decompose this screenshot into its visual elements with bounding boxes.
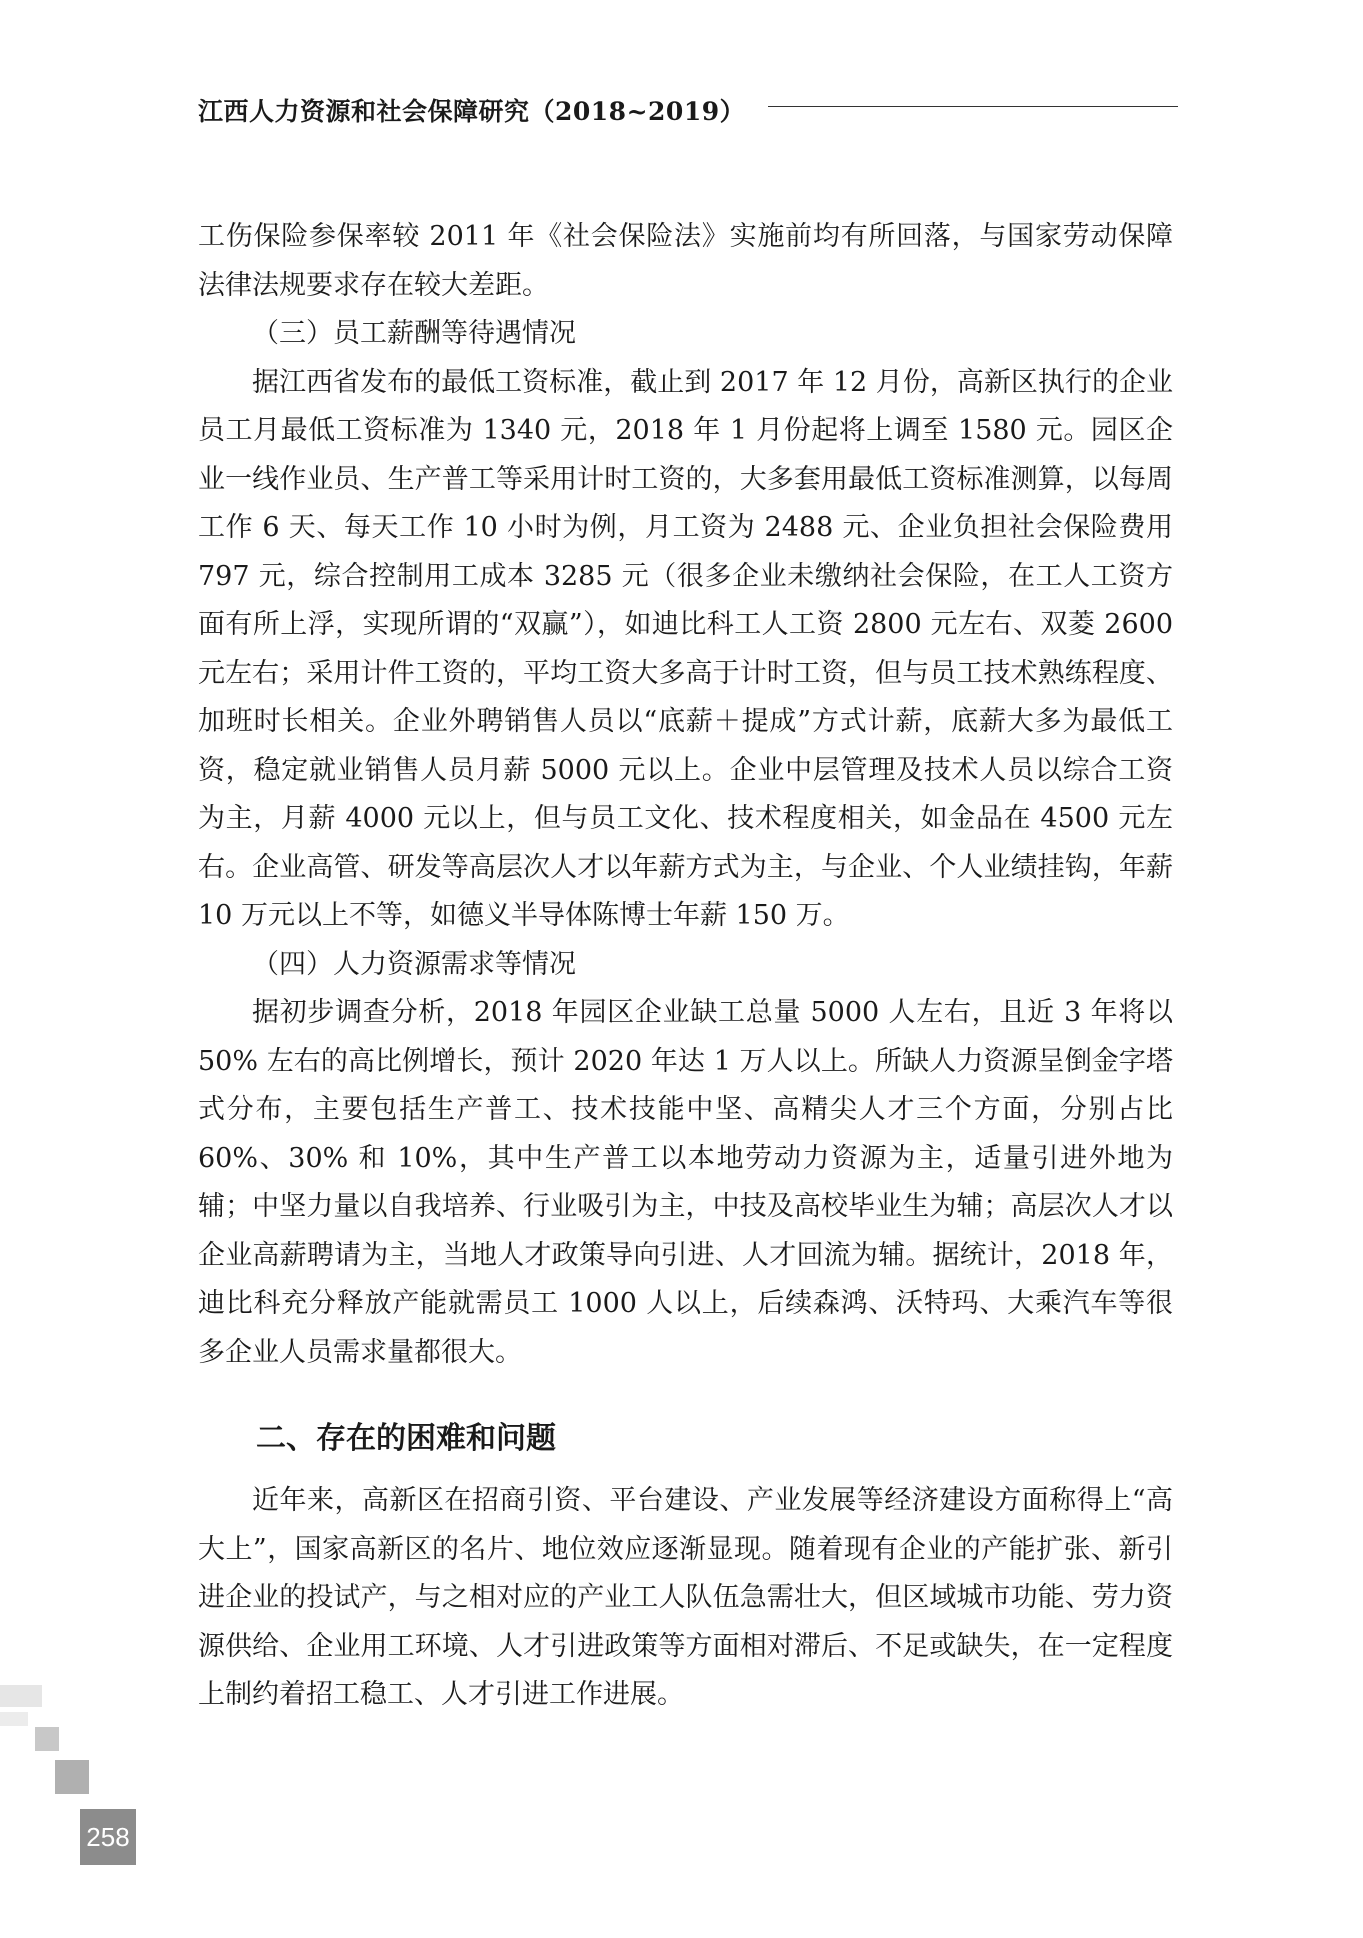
page-number: 258 [80,1809,136,1865]
paragraph-salary: 据江西省发布的最低工资标准，截止到 2017 年 12 月份，高新区执行的企业员工月最低工资标准为 1340 元，2018 年 1 月份起将上调至 1580 元。园区企业一线作业员、生产普工等采用计时工资的，大多套用最低工资标准测算，以每周工作 6 天、每天工作 10 小时为例，月工资为 2488 元、企业负担社会保险费用 797 元，综合控制用工成本 3285 元（很多企业未缴纳社会保险，在工人工资方面有所上浮，实现所谓的“双赢”），如迪比科工人工资 2800 元左右、双菱 2600 元左右；采用计件工资的，平均工资大多高于计时工资，但与员工技术熟练程度、加班时长相关。企业外聘销售人员以“底薪＋提成”方式计薪，底薪大多为最低工资，稳定就业销售人员月薪 5000 元以上。企业中层管理及技术人员以综合工资为主，月薪 4000 元以上，但与员工文化、技术程度相关，如金品在 4500 元左右。企业高管、研发等高层次人才以年薪方式为主，与企业、个人业绩挂钩，年薪 10 万元以上不等，如德义半导体陈博士年薪 150 万。 [198,366,1173,931]
decorative-block-1 [0,1685,42,1707]
subheading-salary: （三）员工薪酬等待遇情况 [252,318,576,349]
page-body [198,213,1173,1720]
section-heading-problems: 二、存在的困难和问题 [256,1421,556,1456]
decorative-block-2 [0,1712,28,1726]
header-rule [768,106,1178,107]
paragraph-continued: 工伤保险参保率较 2011 年《社会保险法》实施前均有所回落，与国家劳动保障法律法规要求存在较大差距。 [198,221,1173,301]
running-header [198,92,1178,128]
decorative-block-3 [35,1727,59,1751]
paragraph-demand: 据初步调查分析，2018 年园区企业缺工总量 5000 人左右，且近 3 年将以 50% 左右的高比例增长，预计 2020 年达 1 万人以上。所缺人力资源呈倒金字塔式分布，主要包括生产普工、技术技能中坚、高精尖人才三个方面，分别占比 60%、30% 和 10%，其中生产普工以本地劳动力资源为主，适量引进外地为辅；中坚力量以自我培养、行业吸引为主，中技及高校毕业生为辅；高层次人才以企业高薪聘请为主，当地人才政策导向引进、人才回流为辅。据统计，2018 年，迪比科充分释放产能就需员工 1000 人以上，后续森鸿、沃特玛、大乘汽车等很多企业人员需求量都很大。 [198,997,1173,1368]
decorative-block-4 [55,1760,89,1794]
paragraph-problems: 近年来，高新区在招商引资、平台建设、产业发展等经济建设方面称得上“高大上”，国家高新区的名片、地位效应逐渐显现。随着现有企业的产能扩张、新引进企业的投试产，与之相对应的产业工人队伍急需壮大，但区域城市功能、劳力资源供给、企业用工环境、人才引进政策等方面相对滞后、不足或缺失，在一定程度上制约着招工稳工、人才引进工作进展。 [198,1485,1173,1710]
subheading-demand: （四）人力资源需求等情况 [252,948,576,980]
running-title: 江西人力资源和社会保障研究（2018~2019） [198,97,746,126]
